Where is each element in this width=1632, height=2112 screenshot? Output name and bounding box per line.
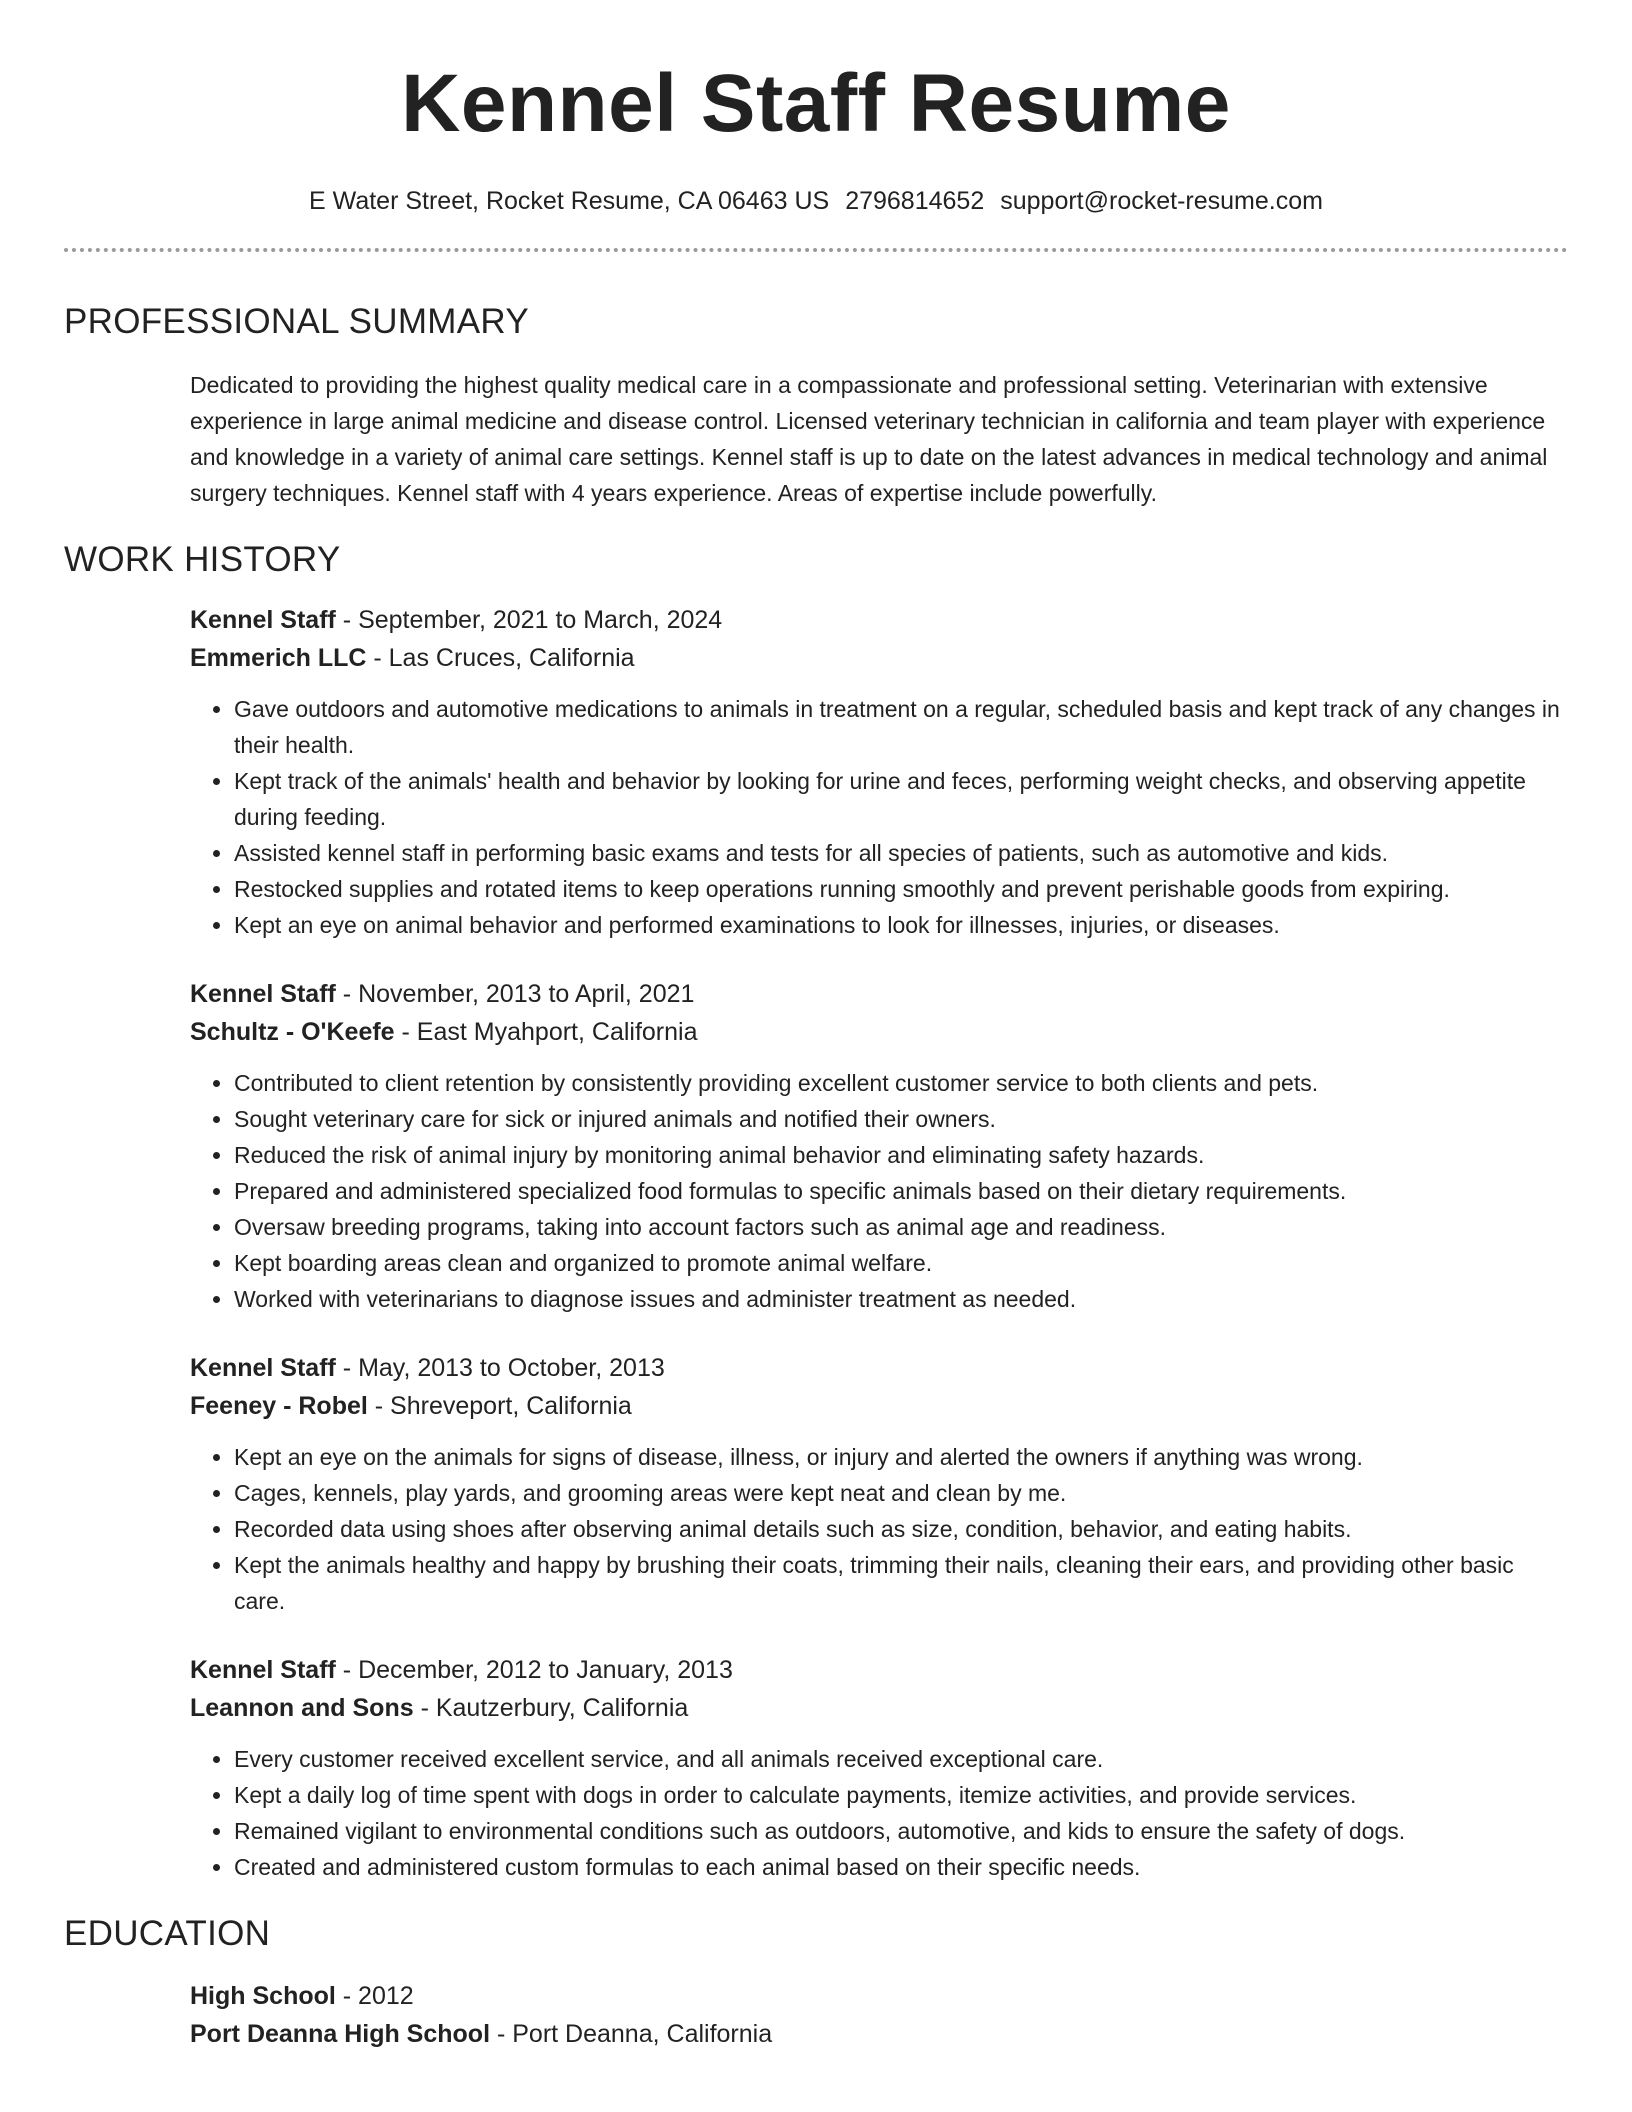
job-title-line [190,1651,1568,1689]
duty-list [190,1439,1568,1619]
duty-item: • Kept an eye on the animals for signs of disease, illness, or injury and alerted the owners if anything was wrong. [234,1439,1568,1475]
job-title-line [190,601,1568,639]
education-heading: EDUCATION [64,1914,271,1953]
employer-location: - Kautzerbury, California [413,1694,689,1722]
degree-name: High School [190,1982,336,2010]
summary-text: Dedicated to providing the highest quality medical care in a compassionate and professional setting. Veterinarian with extensive experience in large animal medicine and disease control. Licensed veterinary technician in california and team player with experience and knowledge in a variety of animal care settings. Kennel staff is up to date on the latest advances in medical technology and animal surgery techniques. Kennel staff with 4 years experience. Areas of expertise include powerfully. [190,372,1548,506]
employer-line [190,1387,1568,1425]
employer-line [190,639,1568,677]
degree-line [190,1977,1568,2015]
contact-email: support@rocket-resume.com [1000,187,1323,215]
job-title: Kennel Staff [190,980,336,1008]
duty-item: • Restocked supplies and rotated items to keep operations running smoothly and prevent perishable goods from expiring. [234,871,1568,907]
duty-item: • Kept an eye on animal behavior and performed examinations to look for illnesses, injuries, or diseases. [234,907,1568,943]
employer-name: Leannon and Sons [190,1694,414,1722]
duty-item: • Remained vigilant to environmental conditions such as outdoors, automotive, and kids to ensure the safety of dogs. [234,1813,1568,1849]
job-title-line [190,1349,1568,1387]
job-title: Kennel Staff [190,1656,336,1684]
duty-item: • Gave outdoors and automotive medications to animals in treatment on a regular, scheduled basis and kept track of any changes in their health. [234,691,1568,763]
duty-item: • Kept the animals healthy and happy by brushing their coats, trimming their nails, cleaning their ears, and providing other basic care. [234,1547,1568,1619]
work-history-heading: WORK HISTORY [64,540,341,579]
duty-item: • Reduced the risk of animal injury by monitoring animal behavior and eliminating safety hazards. [234,1137,1568,1173]
duty-list [190,1741,1568,1885]
duty-item: • Created and administered custom formulas to each animal based on their specific needs. [234,1849,1568,1885]
job-entry [190,1651,1568,1885]
employer-name: Emmerich LLC [190,644,367,672]
job-entry [190,601,1568,943]
employer-line [190,1689,1568,1727]
duty-item: • Kept a daily log of time spent with dogs in order to calculate payments, itemize activities, and provide services. [234,1777,1568,1813]
education-entry [190,1977,1568,2053]
job-entry [190,1349,1568,1619]
job-dates: - May, 2013 to October, 2013 [335,1354,665,1382]
job-dates: - November, 2013 to April, 2021 [335,980,695,1008]
resume-page [64,0,1568,2053]
contact-line [64,186,1568,216]
job-title: Kennel Staff [190,1354,336,1382]
duty-list [190,691,1568,943]
duty-item: • Contributed to client retention by consistently providing excellent customer service to both clients and pets. [234,1065,1568,1101]
duty-item: • Recorded data using shoes after observing animal details such as size, condition, behavior, and eating habits. [234,1511,1568,1547]
header-divider [64,248,1568,252]
summary-heading: PROFESSIONAL SUMMARY [64,302,529,341]
employer-location: - Shreveport, California [367,1392,632,1420]
duty-item: • Prepared and administered specialized food formulas to specific animals based on their dietary requirements. [234,1173,1568,1209]
contact-address: E Water Street, Rocket Resume, CA 06463 US [309,187,830,215]
school-name: Port Deanna High School [190,2020,491,2048]
job-title: Kennel Staff [190,606,336,634]
contact-phone: 2796814652 [845,187,985,215]
job-entry [190,975,1568,1317]
duty-item: • Kept boarding areas clean and organized to promote animal welfare. [234,1245,1568,1281]
job-dates: - December, 2012 to January, 2013 [335,1656,733,1684]
employer-name: Schultz - O'Keefe [190,1018,395,1046]
employer-location: - East Myahport, California [394,1018,698,1046]
duty-item: • Worked with veterinarians to diagnose issues and administer treatment as needed. [234,1281,1568,1317]
duty-item: • Kept track of the animals' health and behavior by looking for urine and feces, performing weight checks, and observing appetite during feeding. [234,763,1568,835]
job-title-line [190,975,1568,1013]
work-history-list [190,601,1568,1885]
duty-list [190,1065,1568,1317]
degree-year: - 2012 [335,1982,414,2010]
duty-item: • Assisted kennel staff in performing basic exams and tests for all species of patients, such as automotive and kids. [234,835,1568,871]
employer-location: - Las Cruces, California [366,644,635,672]
duty-item: • Every customer received excellent service, and all animals received exceptional care. [234,1741,1568,1777]
school-location: - Port Deanna, California [490,2020,773,2048]
duty-item: • Cages, kennels, play yards, and grooming areas were kept neat and clean by me. [234,1475,1568,1511]
duty-item: • Sought veterinary care for sick or injured animals and notified their owners. [234,1101,1568,1137]
job-dates: - September, 2021 to March, 2024 [335,606,723,634]
employer-name: Feeney - Robel [190,1392,368,1420]
employer-line [190,1013,1568,1051]
duty-item: • Oversaw breeding programs, taking into account factors such as animal age and readiness. [234,1209,1568,1245]
resume-title: Kennel Staff Resume [401,58,1231,149]
school-line [190,2015,1568,2053]
